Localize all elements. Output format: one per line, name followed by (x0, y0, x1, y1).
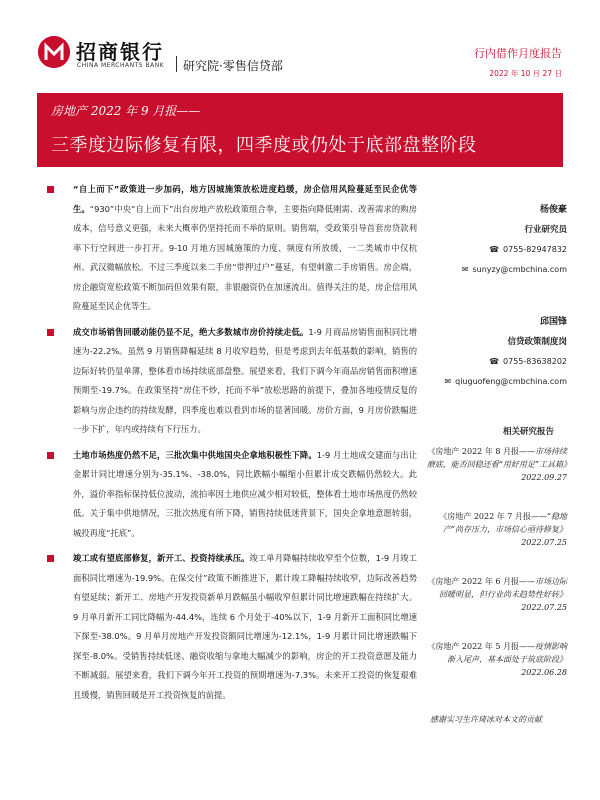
phone-icon: ☎ (489, 357, 500, 366)
paragraph-text: “930”中央“自上而下”出台房地产放松政策组合拳，主要指向降低刚需、改善需求的购房成本，信号意义更强，未来大概率仍坚持托而不举的原则。销售端，受政策引导首套房贷款利率下行空间进一步打开。9-10 月地方因城施策的力度、频度有所放缓，一二类城市中仅杭州、武汉微幅放松。不过三季度以来二手房“带押过户”蔓延，有望刺激二手房销售。房企端，房企融资宽松政策不断加码但效果有限，非银融资仍在加速流出。值得关注的是，房企信用风险蔓延至民企优等生。 (73, 203, 417, 311)
report-type: 行内借作月度报告 (474, 47, 562, 60)
summary-paragraph (47, 446, 417, 544)
summary-paragraph (47, 549, 417, 705)
divider (176, 56, 177, 72)
analyst-name: 杨俊豪 (539, 205, 567, 215)
analyst-email[interactable]: ✉ sunyzy@cmbchina.com (425, 260, 575, 280)
report-subtitle: 房地产 2022 年 9 月报—— (51, 104, 201, 118)
paragraph-lead: 竣工或有望底部修复，新开工、投资持续承压。 (73, 553, 250, 563)
phone-icon: ☎ (489, 245, 500, 254)
analyst-name: 邱国锋 (539, 317, 567, 327)
cmb-logo-icon (38, 36, 70, 68)
summary-paragraph (47, 323, 417, 440)
related-report-link[interactable]: 《房地产 2022 年 6 月报——市场边际回暖明显，但行业尚未趋势性好转》2022.07.25 (427, 577, 567, 612)
related-reports-title: 相关研究报告 (502, 427, 554, 437)
bank-name-en: CHINA MERCHANTS BANK (77, 62, 165, 69)
analyst-phone: ☎ 0755-82947832 (425, 240, 575, 260)
summary-paragraph (47, 180, 417, 317)
bullet-square-icon (47, 555, 54, 562)
analyst-phone: ☎ 0755-83638202 (425, 352, 575, 372)
report-header (0, 0, 600, 90)
bullet-square-icon (47, 186, 54, 193)
paragraph-text: 1-9 月商品房销售面积同比增速为-22.2%。虽然 9 月销售降幅延续 8 月收窄趋势，但是考虑到去年低基数的影响，销售的边际好转仍显单薄，整体看市场持续底部盘整。展望来看，我们下调今年商品房销售面积增速预期至-19.7%。在政策坚持“房住不炒，托而不举”放松思路的前提下，叠加各地疫情反复的影响与房企违约的持续发酵，四季度也难以看到市场的显著回暖。房价方面，9 月房价跌幅进一步下扩，年内或持续有下行压力。 (73, 326, 417, 434)
summary-body (47, 180, 417, 711)
bullet-square-icon (47, 329, 54, 336)
paragraph-text: 1-9 月土地成交建面与出让金累计同比增速分别为-35.1%、-38.0%，同比跌幅小幅缩小但累计成交跌幅仍然较大。此外，溢价率指标保持低位波动，流拍率因土地供应减少相对较低，整体看土地市场热度仍然较低。关于集中供地情况，三批次热度有所下降，销售持续低迷背景下，国央企拿地意愿转弱，城投再度“托底”。 (73, 449, 417, 538)
analyst-card (425, 312, 575, 392)
related-report-link[interactable]: 《房地产 2022 年 5 月报——疫情影响渐入尾声，基本面处于筑底阶段》2022.06.28 (427, 642, 567, 677)
related-report-link[interactable]: 《房地产 2022 年 8 月报——市场持续磨底，能否回稳还看“用好用足”工具箱》2022.09.27 (426, 447, 567, 482)
paragraph-lead: 成交市场销售回暖动能仍显不足，绝大多数城市房价持续走低。 (73, 326, 309, 337)
report-date: 2022 年 10 月 27 日 (489, 69, 562, 78)
email-icon: ✉ (444, 377, 452, 386)
bullet-square-icon (47, 452, 54, 459)
report-title: 三季度边际修复有限，四季度或仍处于底部盘整阶段 (51, 135, 477, 156)
paragraph-text: 竣工单月降幅持续收窄至个位数，1-9 月竣工面积同比增速为-19.9%。在保交付”政策不断推进下，累计竣工降幅持续收窄，边际改善趋势有望延续；新开工、房地产开发投资新单月跌幅虽小幅收窄但累计同比增速跌幅在持续扩大。9 月单月新开工同比降幅为-44.4%，连续 6 个月处于-40%以下，1-9 月新开工面积同比增速下探至-38.0%。9 月单月房地产开发投资额同比增速为-12.1%，1-9 月累计同比增速跌幅下探至-8.0%。受销售持续低迷、融资收缩与拿地大幅减少的影响，房企的开工投资意愿及能力不断减弱。展望来看，我们下调今年开工投资的预期增速为-7.3%。未来开工投资的恢复艰难且缓慢，销售回暖是开工投资恢复的前提。 (73, 553, 417, 700)
analyst-sidebar (425, 200, 575, 424)
bank-name: 招商银行 (76, 40, 164, 64)
paragraph-lead: 土地市场热度仍然不足，三批次集中供地国央企拿地积极性下降。 (73, 449, 317, 460)
email-icon: ✉ (461, 265, 469, 274)
related-report-link[interactable]: 《房地产 2022 年 7 月报——“稳地产”尚存压力，市场信心亟待修复》2022.07.25 (439, 512, 567, 547)
acknowledgement: 感谢实习生许琦冰对本文的贡献 (430, 715, 542, 724)
analyst-title: 行业研究员 (524, 225, 567, 235)
analyst-title: 信贷政策制度岗 (507, 337, 567, 347)
analyst-email[interactable]: ✉ qiuguofeng@cmbchina.com (425, 372, 575, 392)
department: 研究院·零售信贷部 (183, 59, 283, 73)
related-reports-list (425, 445, 575, 705)
analyst-card (425, 200, 575, 280)
title-banner (37, 93, 563, 167)
paragraph-lead: “自上而下”政策进一步加码，地方因城施策放松进度趋缓，房企信用风险蔓延至民企优等生。 (73, 184, 417, 214)
